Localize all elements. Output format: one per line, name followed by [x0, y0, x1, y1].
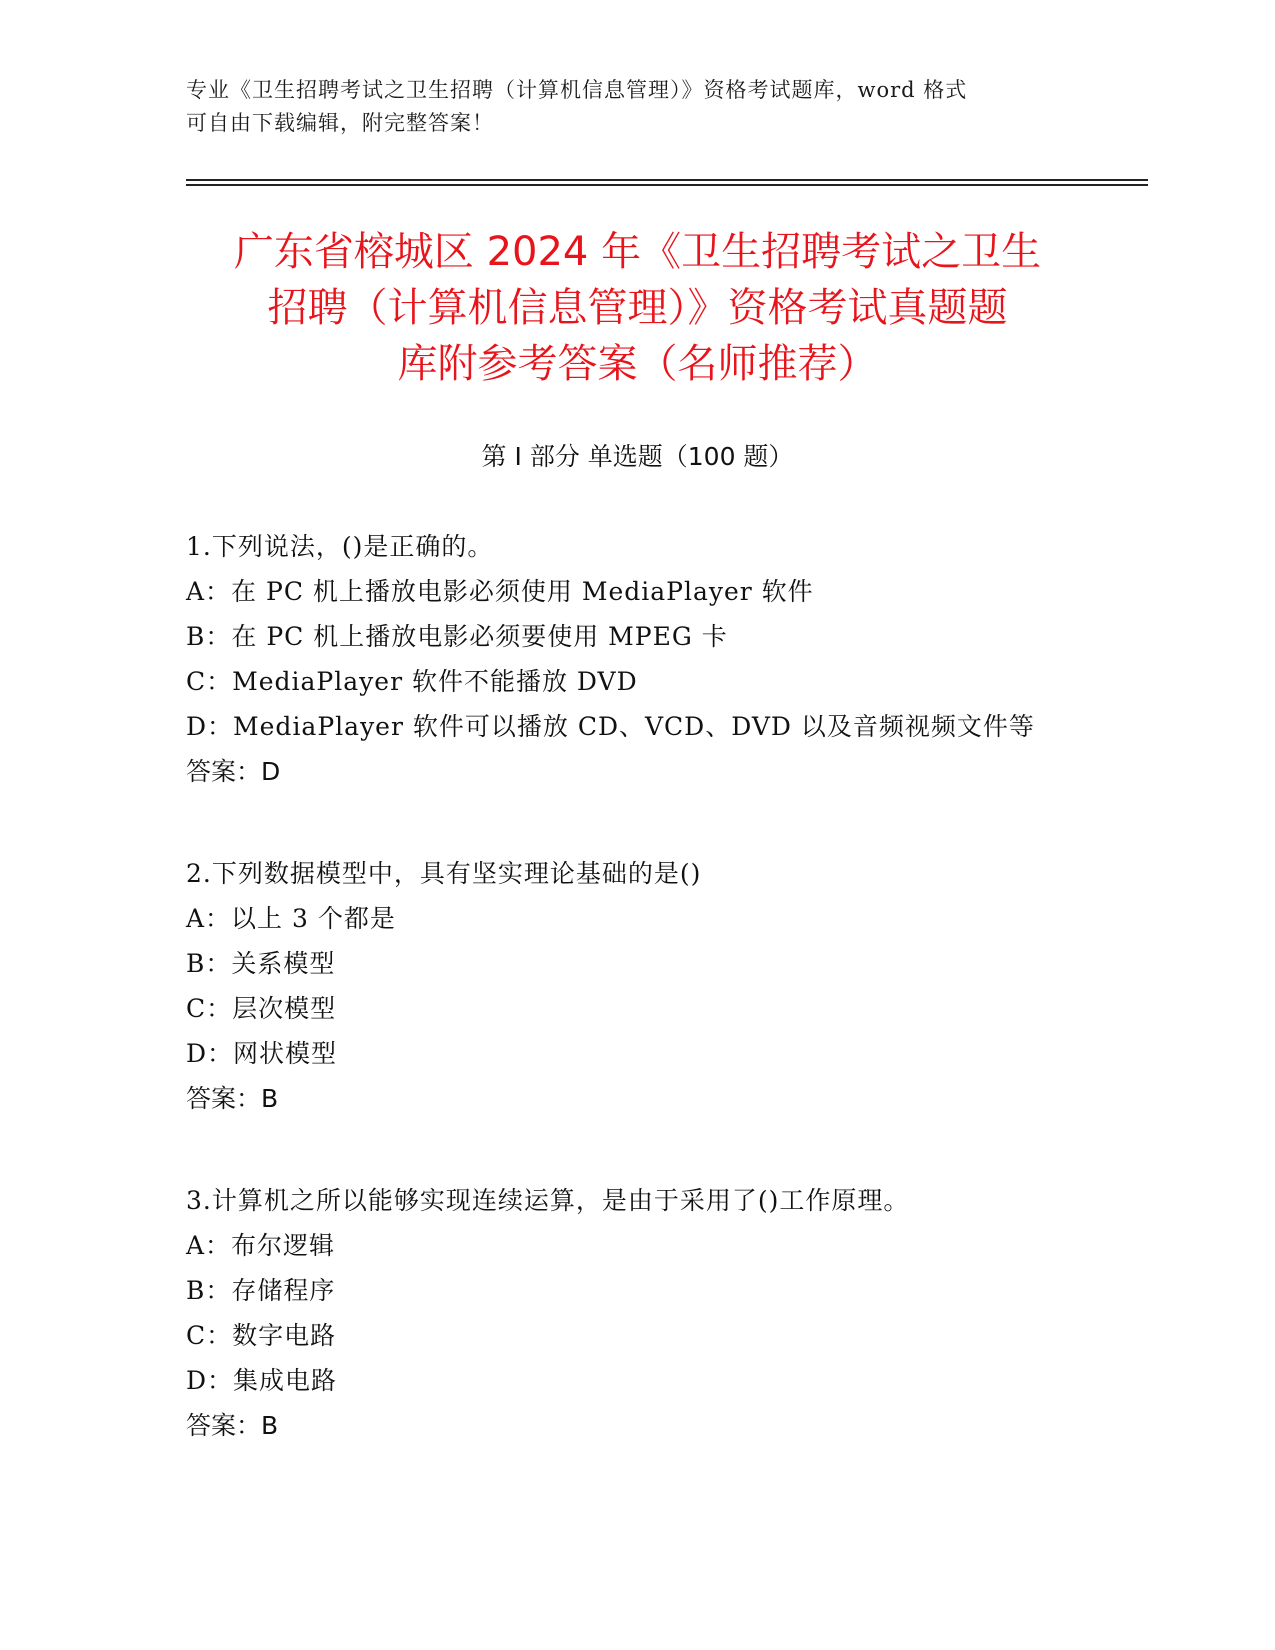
- question-stem: 3.计算机之所以能够实现连续运算，是由于采用了()工作原理。: [186, 1186, 910, 1215]
- question-stem: 2.下列数据模型中，具有坚实理论基础的是(): [186, 859, 702, 888]
- question-stem: 1.下列说法，()是正确的。: [186, 532, 494, 561]
- option-c: C：MediaPlayer 软件不能播放 DVD: [186, 667, 638, 696]
- option-b: B：存储程序: [186, 1276, 336, 1305]
- document-title-line-3: 库附参考答案（名师推荐）: [397, 341, 878, 387]
- option-d: D：MediaPlayer 软件可以播放 CD、VCD、DVD 以及音频视频文件等: [186, 712, 1035, 741]
- answer: 答案：B: [186, 1084, 279, 1113]
- header-note: [186, 74, 1086, 140]
- option-d: D：网状模型: [186, 1039, 338, 1068]
- question-2: [186, 851, 1146, 1121]
- header-note-line-2: 可自由下载编辑，附完整答案！: [186, 111, 494, 135]
- option-a: A：以上 3 个都是: [186, 904, 396, 933]
- header-note-line-1: 专业《卫生招聘考试之卫生招聘（计算机信息管理）》资格考试题库，word 格式: [186, 78, 968, 102]
- question-1: [186, 524, 1146, 794]
- option-b: B：在 PC 机上播放电影必须要使用 MPEG 卡: [186, 622, 728, 651]
- answer: 答案：B: [186, 1411, 279, 1440]
- section-heading: 第 I 部分 单选题（100 题）: [481, 442, 794, 471]
- document-title: [130, 224, 1145, 392]
- header-divider-bottom: [186, 184, 1148, 186]
- option-a: A：布尔逻辑: [186, 1231, 336, 1260]
- question-3: [186, 1178, 1146, 1448]
- option-d: D：集成电路: [186, 1366, 338, 1395]
- option-c: C：层次模型: [186, 994, 337, 1023]
- header-divider-top: [186, 179, 1148, 181]
- answer: 答案：D: [186, 757, 281, 786]
- option-b: B：关系模型: [186, 949, 336, 978]
- option-a: A：在 PC 机上播放电影必须使用 MediaPlayer 软件: [186, 577, 814, 606]
- document-title-line-2: 招聘（计算机信息管理）》资格考试真题题: [267, 285, 1008, 331]
- document-title-line-1: 广东省榕城区 2024 年《卫生招聘考试之卫生: [233, 229, 1042, 275]
- option-c: C：数字电路: [186, 1321, 337, 1350]
- question-list: [186, 524, 1146, 1505]
